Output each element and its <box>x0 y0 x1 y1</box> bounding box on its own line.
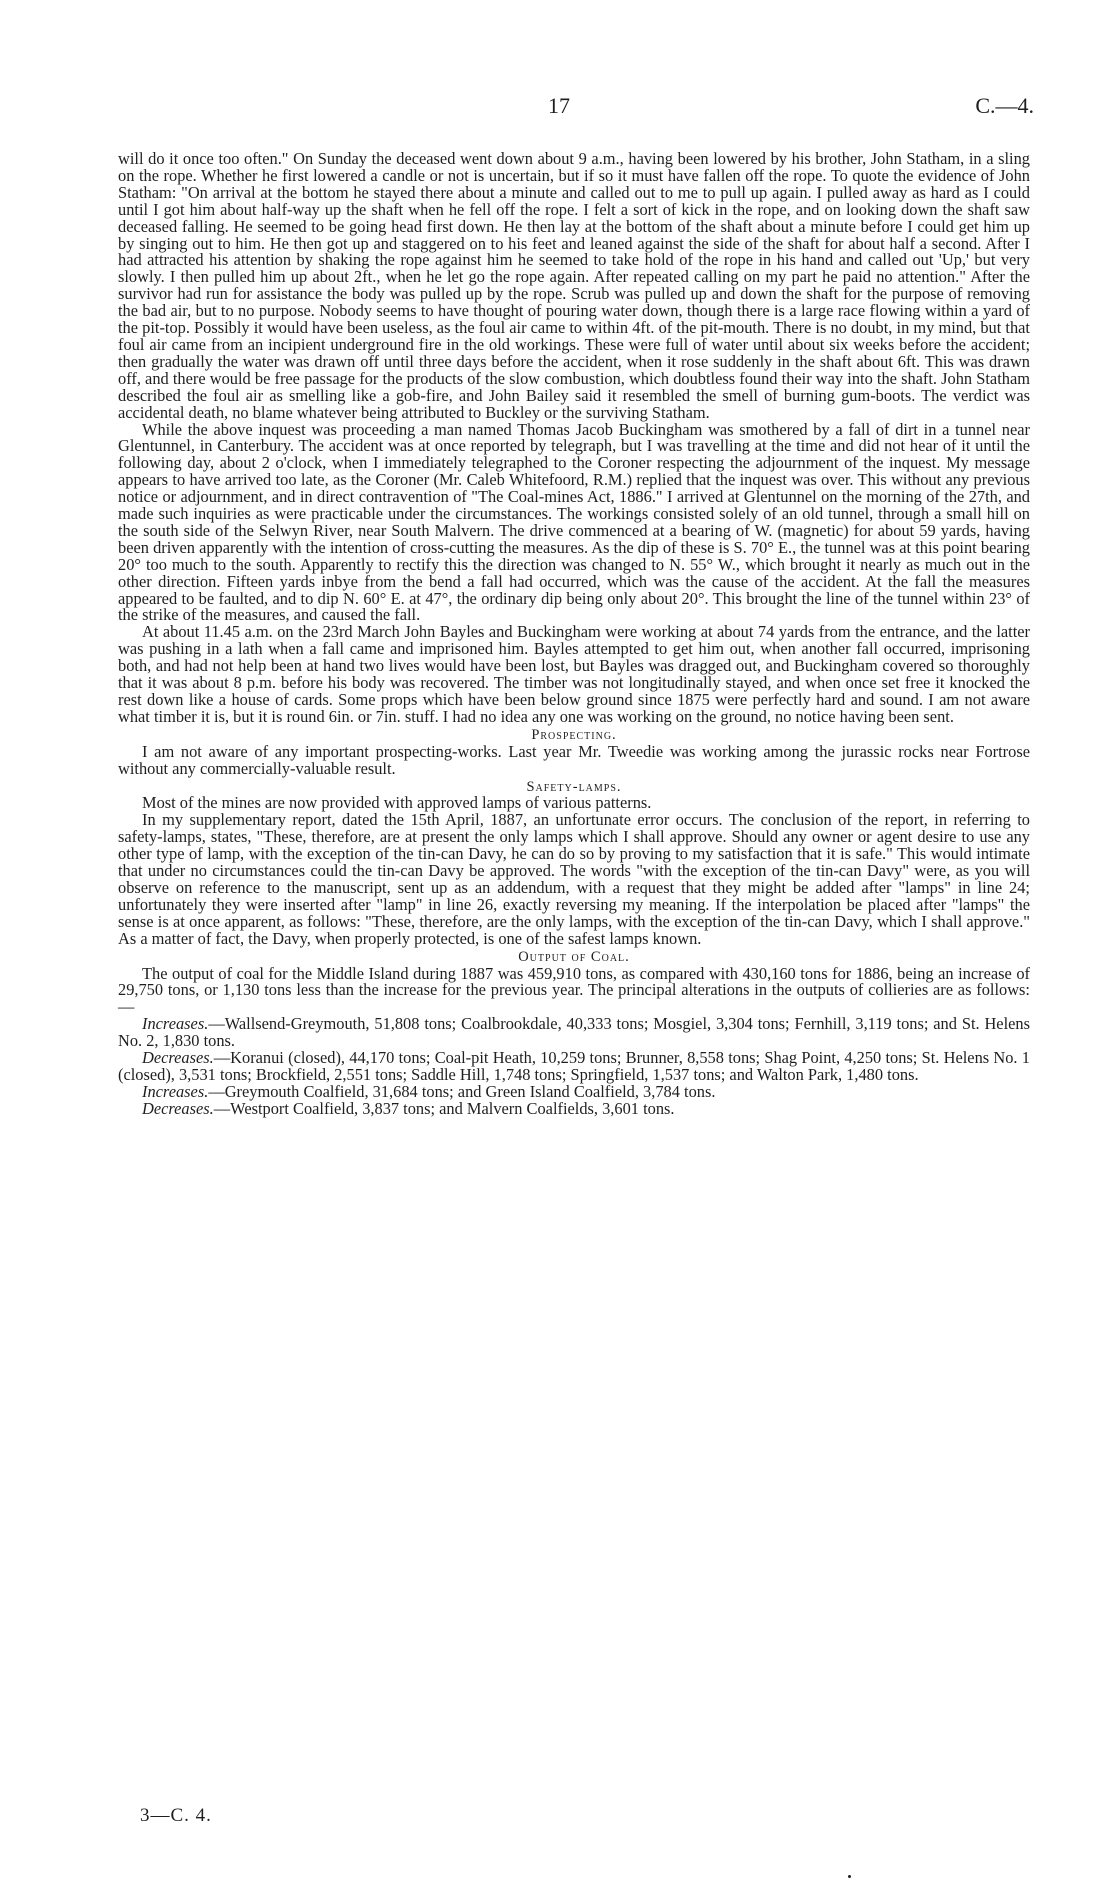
page-dot-mark <box>848 1875 851 1878</box>
paragraph-decreases-coalfields <box>118 1098 1030 1118</box>
document-body <box>118 151 1030 1118</box>
heading-safety-lamps: Safety-lamps. <box>526 778 622 795</box>
increases-coalfields-label: Increases. <box>142 1081 209 1101</box>
increases-coalfields-text: —Greymouth Coalfield, 31,684 tons; and Green Island Coalfield, 3,784 tons. <box>208 1081 716 1101</box>
paragraph-safety-lamps-error: In my supplementary report, dated the 15th April, 1887, an unfortunate error occurs. The conclusion of the report, in referring to safety-lamps, states, "These, therefore, are at present the only lamps which I shall approve. Should any owner or agent desire to use any other type of lamp, with the exception of the tin-can Davy, he can do so by proving to my satisfaction that it is safe." This would intimate that under no circumstances could the tin-can Davy be approved. The words "with the exception of the tin-can Davy" were, as you will observe on reference to the manuscript, sent up as an addendum, with a request that they might be added after "lamps" in line 24; unfortunately they were inserted after "lamp" in line 26, exactly reversing my meaning. If the interpolation be placed after "lamps" the sense is at once apparent, as follows: "These, therefore, are the only lamps, with the exception of the tin-can Davy, which I shall approve." As a matter of fact, the Davy, when properly protected, is one of the safest lamps known. <box>118 810 1030 948</box>
paragraph-statham-evidence: will do it once too often." On Sunday the deceased went down about 9 a.m., having been lowered by his brother, John Statham, in a sling on the rope. Whether he first lowered a candle or not is uncertain, but if so it must have fallen off the rope. To quote the evidence of John Statham: "On arrival at the bottom he stayed there about a minute and called out to me to pull up again. I pulled away as hard as I could until I got him about half-way up the shaft when he fell off the rope. I felt a sort of kick in the rope, and on looking down the shaft saw deceased falling. He seemed to be going head first down. He then lay at the bottom of the shaft about a minute before I could get him up by singing out to him. He then got up and staggered on to his feet and leaned against the side of the shaft for about half a second. After I had attracted his attention by shaking the rope against him he seemed to take hold of the rope in his hand and called out 'Up,' but very slowly. I then pulled him up about 2ft., when he let go the rope again. After repeated calling on my part he paid no attention." After the survivor had run for assistance the body was pulled up by the rope. Scrub was pulled up and down the shaft for the purpose of removing the bad air, but to no purpose. Nobody seems to have thought of pouring water down, though there is a large race flowing within a yard of the pit-top. Possibly it would have been useless, as the foul air came to within 4ft. of the pit-mouth. There is no doubt, in my mind, but that foul air came from an incipient underground fire in the old workings. These were full of water until about six weeks before the accident; then gradually the water was drawn off until three days before the accident, when it rose suddenly in the shaft about 6ft. This was drawn off, and there would be free passage for the products of the slow combustion, which doubtless found their way into the shaft. John Statham described the foul air as smelling like a gob-fire, and John Bailey said it resembled the smell of burning gum-boots. The verdict was accidental death, no blame whatever being attributed to Buckley or the surviving Statham. <box>118 149 1030 422</box>
increases-text: —Wallsend-Greymouth, 51,808 tons; Coalbrookdale, 40,333 tons; Mosgiel, 3,304 tons; Fernhill, 3,119 tons; and St. Helens No. 2, 1,830 tons. <box>118 1014 1030 1051</box>
increases-label: Increases. <box>142 1014 209 1034</box>
series-code: C.—4. <box>975 93 1034 118</box>
page-number: 17 <box>548 93 570 118</box>
signature-mark: 3—C. 4. <box>140 1805 212 1826</box>
paragraph-increases-collieries <box>118 1016 1030 1050</box>
paragraph-output-summary: The output of coal for the Middle Island during 1887 was 459,910 tons, as compared with 430,160 tons for 1886, being an increase of 29,750 tons, or 1,130 tons less than the increase for the previous year. The principal alterations in the outputs of collieries are as follows:— <box>118 963 1030 1017</box>
decreases-coalfields-label: Decreases. <box>142 1098 214 1118</box>
decreases-text: —Koranui (closed), 44,170 tons; Coal-pit Heath, 10,259 tons; Brunner, 8,558 tons; Shag Point, 4,250 tons; St. Helens No. 1 (closed), 3,531 tons; Brockfield, 2,551 tons; Saddle Hill, 1,748 tons; Springfield, 1,537 tons; and Walton Park, 1,480 tons. <box>118 1048 1030 1084</box>
paragraph-decreases-collieries <box>118 1050 1030 1084</box>
paragraph-buckingham-accident: While the above inquest was proceeding a man named Thomas Jacob Buckingham was smothered by a fall of dirt in a tunnel near Glentunnel, in Canterbury. The accident was at once reported by telegraph, but I was travelling at the time and did not hear of it until the following day, about 2 o'clock, when I immediately telegraphed to the Coroner respecting the adjournment of the inquest. My message appears to have arrived too late, as the Coroner (Mr. Caleb Whitefoord, R.M.) replied that the inquest was over. This without any previous notice or adjournment, and in direct contravention of "The Coal-mines Act, 1886." I arrived at Glentunnel on the morning of the 27th, and made such inquiries as were practicable under the circumstances. The workings consisted solely of an old tunnel, through a small hill on the south side of the Selwyn River, near South Malvern. The drive commenced at a bearing of W. (magnetic) for about 59 yards, having been driven apparently with the intention of cross-cutting the measures. As the dip of these is S. 70° E., the tunnel was at this point bearing 20° too much to the south. Apparently to rectify this the direction was changed to N. 55° W., which brought it nearly as much out in the other direction. Fifteen yards inbye from the bend a fall had occurred, which was the cause of the accident. At the fall the measures appeared to be faulted, and to dip N. 60° E. at 47°, the ordinary dip being only about 20°. This brought the line of the tunnel within 23° of the strike of the measures, and caused the fall. <box>118 419 1030 625</box>
heading-output-of-coal: Output of Coal. <box>518 948 630 965</box>
decreases-coalfields-text: —Westport Coalfield, 3,837 tons; and Malvern Coalfields, 3,601 tons. <box>213 1098 675 1118</box>
decreases-label: Decreases. <box>142 1048 214 1068</box>
heading-prospecting: Prospecting. <box>531 726 617 743</box>
paragraph-prospecting: I am not aware of any important prospecting-works. Last year Mr. Tweedie was working among the jurassic rocks near Fortrose without any commercially-valuable result. <box>118 741 1030 778</box>
paragraph-safety-lamps-intro: Most of the mines are now provided with approved lamps of various patterns. <box>142 793 652 813</box>
page-header <box>0 93 1114 124</box>
paragraph-bayles-account: At about 11.45 a.m. on the 23rd March John Bayles and Buckingham were working at about 74 yards from the entrance, and the latter was pushing in a lath when a fall came and imprisoned him. Bayles attempted to get him out, when another fall occurred, imprisoning both, and had not help been at hand two lives would have been lost, but Bayles was dragged out, and Buckingham covered so thoroughly that it was about 8 p.m. before his body was recovered. The timber was not longitudinally stayed, and when once set free it knocked the rest down like a house of cards. Some props which have been below ground since 1875 were perfectly hard and sound. I am not aware what timber it is, but it is round 6in. or 7in. stuff. I had no idea any one was working on the ground, no notice having been sent. <box>118 622 1030 726</box>
